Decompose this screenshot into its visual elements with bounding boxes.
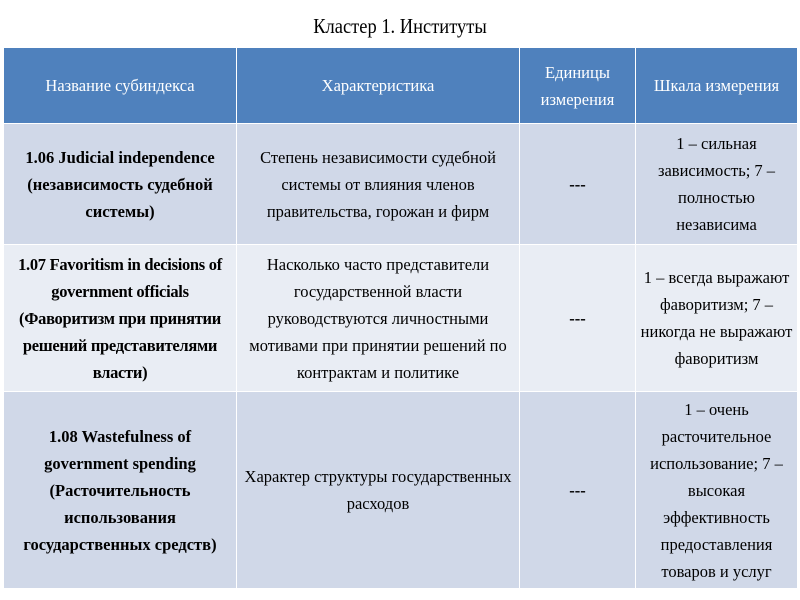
subindex-characteristic: Насколько часто представители государственной власти руководствуются личностными мотивами при принятии решений по контрактам и политике [237,245,520,392]
header-scale: Шкала измерения [636,48,798,124]
subindex-name: 1.06 Judicial independence (независимость судебной системы) [4,124,237,245]
table-row [4,392,798,589]
table-row [4,245,798,392]
table-header-row [4,48,798,124]
subindex-units: --- [520,392,636,589]
table-row [4,124,798,245]
subindex-name: 1.07 Favoritism in decisions of government officials (Фаворитизм при принятии решений представителями власти) [4,245,237,392]
header-units: Единицы измерения [520,48,636,124]
subindex-characteristic: Степень независимости судебной системы от влияния членов правительства, горожан и фирм [237,124,520,245]
page-title: Кластер 1. Институты [313,14,487,38]
subindex-units: --- [520,245,636,392]
subindex-characteristic: Характер структуры государственных расходов [237,392,520,589]
subindex-name: 1.08 Wastefulness of government spending (Расточительность использования государственных средств) [4,392,237,589]
header-characteristic: Характеристика [237,48,520,124]
subindex-scale: 1 – сильная зависимость; 7 – полностью независима [636,124,798,245]
subindex-table [3,47,798,589]
subindex-units: --- [520,124,636,245]
subindex-scale: 1 – всегда выражают фаворитизм; 7 – никогда не выражают фаворитизм [636,245,798,392]
header-name: Название субиндекса [4,48,237,124]
subindex-scale: 1 – очень расточительное использование; 7 – высокая эффективность предоставления товаров и услуг [636,392,798,589]
